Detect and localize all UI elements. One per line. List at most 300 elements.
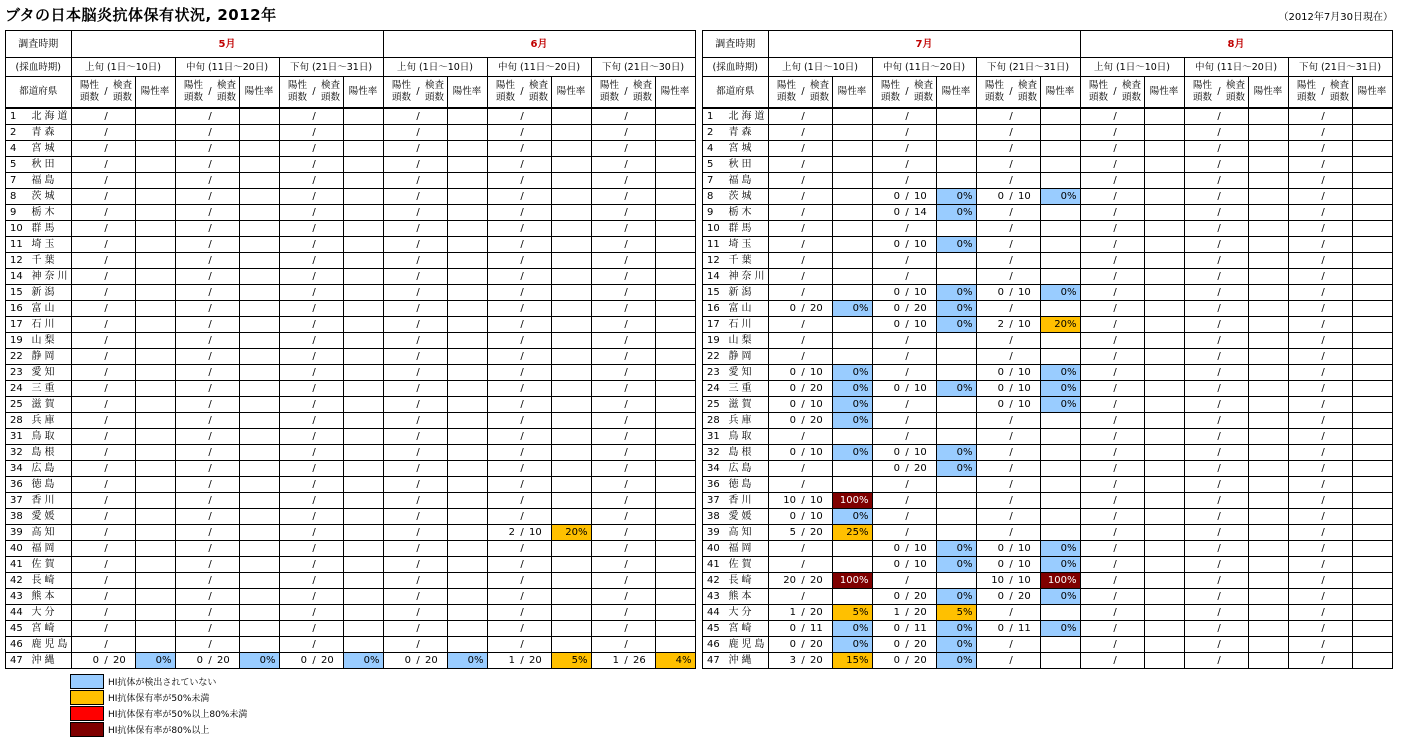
positive-heads-cell: [976, 445, 1006, 461]
tested-heads-header: 検査頭数: [808, 77, 832, 109]
slash-cell: /: [309, 221, 319, 237]
tested-heads-cell: [1224, 301, 1248, 317]
positive-heads-cell: [1184, 397, 1214, 413]
positive-rate-cell: [1144, 221, 1184, 237]
positive-rate-cell: 0%: [936, 381, 976, 397]
positive-heads-cell: [279, 605, 309, 621]
tested-heads-cell: [319, 333, 343, 349]
positive-heads-cell: [71, 173, 101, 189]
period-header: 上旬 (1日〜10日): [1080, 58, 1184, 77]
tested-heads-cell: [1016, 653, 1040, 669]
prefecture-number: 40: [703, 541, 723, 557]
prefecture-number: 47: [6, 653, 26, 669]
positive-rate-cell: [655, 445, 695, 461]
prefecture-number: 34: [703, 461, 723, 477]
slash-cell: /: [621, 157, 631, 173]
table-row: [6, 621, 696, 637]
tested-heads-cell: 20: [319, 653, 343, 669]
positive-heads-cell: [768, 557, 798, 573]
positive-rate-cell: [1352, 269, 1392, 285]
prefecture-name: 三重: [26, 381, 72, 397]
positive-heads-cell: [175, 621, 205, 637]
positive-rate-cell: 0%: [936, 557, 976, 573]
positive-rate-cell: [832, 173, 872, 189]
slash-cell: /: [1214, 317, 1224, 333]
prefecture-name: 愛知: [723, 365, 769, 381]
positive-heads-cell: 0: [976, 589, 1006, 605]
positive-heads-cell: [872, 349, 902, 365]
positive-heads-cell: [383, 621, 413, 637]
tested-heads-cell: [527, 461, 551, 477]
tested-heads-cell: [631, 157, 655, 173]
slash-cell: /: [902, 237, 912, 253]
positive-heads-cell: [768, 141, 798, 157]
slash-cell: /: [1214, 205, 1224, 221]
positive-heads-cell: [1080, 509, 1110, 525]
prefecture-name: 広島: [723, 461, 769, 477]
positive-heads-cell: [1288, 269, 1318, 285]
positive-rate-cell: [343, 381, 383, 397]
positive-heads-cell: [71, 413, 101, 429]
tested-heads-cell: [423, 461, 447, 477]
slash-cell: /: [413, 349, 423, 365]
period-header: 下旬 (21日〜31日): [1288, 58, 1392, 77]
positive-rate-cell: [239, 477, 279, 493]
positive-heads-cell: [1184, 173, 1214, 189]
slash-cell: /: [205, 573, 215, 589]
tested-heads-cell: [215, 541, 239, 557]
positive-heads-cell: 0: [976, 557, 1006, 573]
slash-cell: /: [902, 493, 912, 509]
positive-rate-cell: [343, 349, 383, 365]
positive-rate-cell: [239, 285, 279, 301]
slash-cell: /: [1110, 557, 1120, 573]
positive-heads-cell: [976, 253, 1006, 269]
slash-cell: /: [309, 237, 319, 253]
legend-item: [70, 673, 247, 689]
slash-cell: /: [1318, 637, 1328, 653]
slash-cell: /: [309, 173, 319, 189]
slash-cell: /: [1318, 477, 1328, 493]
positive-heads-cell: [1288, 285, 1318, 301]
tested-heads-cell: [1224, 573, 1248, 589]
slash-cell: /: [413, 221, 423, 237]
positive-rate-cell: 0%: [832, 381, 872, 397]
positive-rate-cell: [1144, 605, 1184, 621]
tested-heads-cell: [215, 461, 239, 477]
positive-rate-cell: [1352, 189, 1392, 205]
positive-heads-cell: 5: [768, 525, 798, 541]
tested-heads-cell: [319, 285, 343, 301]
slash-cell: /: [1318, 269, 1328, 285]
legend-label: HI抗体が検出されていない: [108, 677, 217, 688]
table-row: [703, 237, 1393, 253]
slash-cell: /: [621, 653, 631, 669]
slash-cell: /: [205, 557, 215, 573]
slash-cell: /: [413, 205, 423, 221]
prefecture-name: 佐賀: [26, 557, 72, 573]
tested-heads-cell: [111, 237, 135, 253]
positive-heads-cell: [1288, 333, 1318, 349]
positive-rate-cell: [1352, 525, 1392, 541]
slash-cell: /: [205, 349, 215, 365]
tested-heads-cell: [1016, 221, 1040, 237]
period-header: 下旬 (21日〜31日): [279, 58, 383, 77]
positive-rate-cell: 0%: [1040, 621, 1080, 637]
tested-heads-cell: [1016, 237, 1040, 253]
tested-heads-cell: [319, 365, 343, 381]
positive-rate-cell: 0%: [1040, 189, 1080, 205]
positive-heads-cell: [976, 349, 1006, 365]
tested-heads-cell: [1224, 397, 1248, 413]
tested-heads-cell: 20: [423, 653, 447, 669]
prefecture-name: 富山: [723, 301, 769, 317]
slash-cell: /: [902, 509, 912, 525]
tested-heads-cell: 10: [1016, 573, 1040, 589]
tested-heads-cell: [1120, 589, 1144, 605]
prefecture-name: 福島: [26, 173, 72, 189]
slash-cell: /: [413, 189, 423, 205]
positive-rate-cell: [239, 157, 279, 173]
positive-rate-cell: [343, 173, 383, 189]
positive-rate-cell: [447, 157, 487, 173]
positive-rate-cell: 0%: [832, 413, 872, 429]
month-header: 7月: [768, 31, 1080, 58]
positive-rate-cell: [239, 205, 279, 221]
tested-heads-cell: [912, 157, 936, 173]
positive-rate-header: 陽性率: [239, 77, 279, 109]
positive-heads-cell: [591, 173, 621, 189]
positive-rate-cell: 0%: [936, 205, 976, 221]
table-row: [703, 525, 1393, 541]
slash-cell: /: [1318, 157, 1328, 173]
positive-heads-cell: [487, 108, 517, 125]
slash-cell: /: [798, 557, 808, 573]
table-row: [6, 493, 696, 509]
tested-heads-cell: [1120, 413, 1144, 429]
positive-rate-cell: [1352, 589, 1392, 605]
slash-cell: /: [1110, 253, 1120, 269]
tested-heads-cell: [1120, 509, 1144, 525]
positive-rate-cell: [551, 429, 591, 445]
slash-cell: /: [101, 301, 111, 317]
positive-rate-cell: [239, 397, 279, 413]
positive-heads-cell: [591, 397, 621, 413]
slash-cell: /: [1110, 445, 1120, 461]
positive-heads-cell: [1288, 189, 1318, 205]
positive-rate-cell: [135, 317, 175, 333]
slash-cell: /: [205, 461, 215, 477]
positive-heads-cell: [591, 301, 621, 317]
tested-heads-cell: [527, 173, 551, 189]
positive-heads-cell: [872, 108, 902, 125]
prefecture-number: 36: [6, 477, 26, 493]
slash-cell: /: [798, 493, 808, 509]
positive-heads-cell: [383, 365, 413, 381]
positive-heads-cell: [487, 221, 517, 237]
positive-rate-cell: [1144, 285, 1184, 301]
prefecture-number: 1: [6, 108, 26, 125]
tested-heads-cell: [527, 333, 551, 349]
tested-heads-cell: [527, 189, 551, 205]
slash-cell: /: [413, 285, 423, 301]
slash-cell: /: [517, 445, 527, 461]
positive-heads-cell: [976, 173, 1006, 189]
slash-cell: /: [101, 141, 111, 157]
positive-heads-cell: [1184, 413, 1214, 429]
positive-rate-cell: [1248, 221, 1288, 237]
positive-heads-cell: [279, 557, 309, 573]
positive-heads-header: 陽性頭数: [1288, 77, 1318, 109]
tested-heads-cell: [1120, 525, 1144, 541]
positive-heads-cell: [383, 493, 413, 509]
tested-heads-cell: [319, 125, 343, 141]
table-row: [703, 317, 1393, 333]
prefecture-name: 栃木: [723, 205, 769, 221]
positive-rate-cell: [1248, 269, 1288, 285]
positive-heads-cell: [1184, 365, 1214, 381]
positive-heads-cell: 1: [591, 653, 621, 669]
positive-rate-cell: [655, 157, 695, 173]
prefecture-name: 兵庫: [26, 413, 72, 429]
positive-rate-cell: 5%: [551, 653, 591, 669]
tested-heads-header: 検査頭数: [319, 77, 343, 109]
table-row: [6, 269, 696, 285]
slash-cell: /: [1214, 445, 1224, 461]
positive-rate-cell: [239, 493, 279, 509]
legend-swatch: [70, 706, 104, 721]
tested-heads-cell: [423, 269, 447, 285]
positive-heads-cell: 0: [872, 237, 902, 253]
positive-heads-cell: [279, 205, 309, 221]
positive-rate-cell: [1040, 413, 1080, 429]
slash-cell: /: [902, 429, 912, 445]
tested-heads-cell: [111, 157, 135, 173]
positive-heads-cell: [175, 285, 205, 301]
positive-rate-cell: [343, 269, 383, 285]
prefecture-number: 28: [6, 413, 26, 429]
positive-heads-cell: 0: [872, 653, 902, 669]
slash-cell: /: [309, 397, 319, 413]
slash-cell: /: [1006, 125, 1016, 141]
slash-cell: /: [1006, 381, 1016, 397]
positive-heads-cell: 0: [279, 653, 309, 669]
positive-heads-cell: [487, 269, 517, 285]
positive-rate-cell: [1352, 108, 1392, 125]
legend-swatch: [70, 690, 104, 705]
prefecture-number: 23: [6, 365, 26, 381]
positive-rate-cell: [936, 108, 976, 125]
slash-cell: /: [309, 493, 319, 509]
positive-rate-cell: [239, 605, 279, 621]
positive-rate-cell: [1144, 317, 1184, 333]
slash-cell: /: [1214, 653, 1224, 669]
table-row: [703, 125, 1393, 141]
slash-cell: /: [205, 429, 215, 445]
positive-heads-cell: [279, 221, 309, 237]
positive-rate-cell: [135, 173, 175, 189]
tested-heads-cell: [215, 173, 239, 189]
tested-heads-cell: [111, 445, 135, 461]
slash-cell: /: [205, 397, 215, 413]
slash-cell: /: [798, 173, 808, 189]
tested-heads-cell: [111, 365, 135, 381]
positive-heads-cell: [175, 541, 205, 557]
positive-heads-cell: [71, 237, 101, 253]
positive-rate-cell: 0%: [936, 461, 976, 477]
slash-cell: /: [902, 317, 912, 333]
prefecture-number: 31: [703, 429, 723, 445]
tested-heads-cell: [1120, 141, 1144, 157]
positive-rate-cell: [1352, 349, 1392, 365]
slash-cell: /: [413, 381, 423, 397]
table-row: [6, 637, 696, 653]
prefecture-name: 高知: [723, 525, 769, 541]
slash-cell: /: [798, 397, 808, 413]
positive-heads-cell: [1184, 333, 1214, 349]
slash-cell: /: [309, 253, 319, 269]
slash-cell: /: [101, 637, 111, 653]
slash-cell: /: [621, 637, 631, 653]
tested-heads-cell: 20: [527, 653, 551, 669]
positive-rate-cell: [1040, 301, 1080, 317]
positive-rate-cell: [1352, 253, 1392, 269]
tested-heads-cell: [111, 189, 135, 205]
tested-heads-cell: [631, 108, 655, 125]
tested-heads-cell: [808, 221, 832, 237]
slash-cell: /: [101, 653, 111, 669]
slash-cell: /: [1214, 557, 1224, 573]
slash-cell: /: [798, 605, 808, 621]
tested-heads-cell: 10: [1016, 397, 1040, 413]
slash-cell: /: [309, 285, 319, 301]
prefecture-name: 広島: [26, 461, 72, 477]
tested-heads-cell: 20: [1016, 589, 1040, 605]
positive-heads-cell: [71, 253, 101, 269]
prefecture-name: 埼玉: [26, 237, 72, 253]
positive-heads-cell: [1184, 285, 1214, 301]
tested-heads-cell: 20: [808, 637, 832, 653]
slash-cell: /: [902, 333, 912, 349]
prefecture-number: 47: [703, 653, 723, 669]
prefecture-number: 15: [703, 285, 723, 301]
positive-heads-cell: [487, 413, 517, 429]
positive-rate-cell: [551, 461, 591, 477]
positive-heads-cell: [1288, 301, 1318, 317]
positive-heads-cell: [1080, 141, 1110, 157]
slash-cell: /: [101, 333, 111, 349]
sampling-period-header: (採血時期): [703, 58, 769, 77]
slash-cell: /: [309, 525, 319, 541]
positive-rate-cell: [447, 509, 487, 525]
table-row: [703, 365, 1393, 381]
slash-cell: /: [621, 269, 631, 285]
positive-rate-cell: [1040, 269, 1080, 285]
positive-heads-header: 陽性頭数: [976, 77, 1006, 109]
tested-heads-cell: [1016, 525, 1040, 541]
slash-cell: /: [621, 301, 631, 317]
positive-rate-cell: [135, 269, 175, 285]
slash-cell: /: [902, 381, 912, 397]
prefecture-number: 9: [6, 205, 26, 221]
positive-heads-cell: [1080, 525, 1110, 541]
positive-rate-cell: 0%: [832, 301, 872, 317]
tested-heads-cell: [1224, 237, 1248, 253]
tested-heads-cell: [631, 605, 655, 621]
positive-rate-cell: [1248, 157, 1288, 173]
positive-heads-cell: [487, 173, 517, 189]
table-row: [6, 237, 696, 253]
positive-heads-cell: [383, 205, 413, 221]
tested-heads-cell: [527, 493, 551, 509]
prefecture-name: 宮崎: [723, 621, 769, 637]
positive-heads-cell: [383, 637, 413, 653]
slash-cell: /: [798, 125, 808, 141]
tested-heads-cell: [423, 365, 447, 381]
tested-heads-cell: [1120, 333, 1144, 349]
positive-heads-cell: [487, 621, 517, 637]
slash-cell: /: [1318, 429, 1328, 445]
tested-heads-cell: [1016, 477, 1040, 493]
tested-heads-cell: [631, 253, 655, 269]
tested-heads-cell: [423, 573, 447, 589]
tested-heads-cell: [912, 333, 936, 349]
slash-cell: /: [205, 269, 215, 285]
positive-heads-cell: [1288, 461, 1318, 477]
positive-rate-cell: [551, 301, 591, 317]
slash-cell: /: [101, 493, 111, 509]
positive-heads-cell: [1288, 141, 1318, 157]
tested-heads-cell: [631, 141, 655, 157]
slash-cell: /: [621, 589, 631, 605]
positive-rate-cell: [655, 589, 695, 605]
positive-heads-cell: [976, 653, 1006, 669]
positive-heads-cell: [1184, 445, 1214, 461]
tested-heads-cell: [1120, 557, 1144, 573]
positive-rate-cell: [551, 637, 591, 653]
positive-rate-cell: [1352, 333, 1392, 349]
prefecture-number: 32: [6, 445, 26, 461]
positive-rate-cell: [551, 621, 591, 637]
prefecture-number: 38: [703, 509, 723, 525]
tested-heads-cell: 10: [912, 317, 936, 333]
positive-rate-cell: [1144, 461, 1184, 477]
positive-heads-cell: [1288, 493, 1318, 509]
positive-heads-cell: [1080, 189, 1110, 205]
slash-cell: /: [205, 541, 215, 557]
slash-cell: /: [309, 461, 319, 477]
positive-rate-cell: [239, 141, 279, 157]
positive-heads-cell: 0: [872, 205, 902, 221]
tested-heads-cell: [1328, 285, 1352, 301]
slash-cell: /: [413, 397, 423, 413]
positive-rate-cell: [447, 189, 487, 205]
positive-heads-cell: [768, 333, 798, 349]
positive-heads-cell: [872, 141, 902, 157]
tested-heads-cell: [631, 493, 655, 509]
positive-rate-cell: 0%: [832, 509, 872, 525]
positive-rate-cell: [832, 269, 872, 285]
positive-rate-cell: [1040, 445, 1080, 461]
table-row: [703, 205, 1393, 221]
tested-heads-cell: [808, 108, 832, 125]
positive-heads-cell: [768, 108, 798, 125]
positive-rate-cell: 15%: [832, 653, 872, 669]
slash-cell: /: [517, 269, 527, 285]
slash-cell: /: [1110, 509, 1120, 525]
positive-rate-cell: [1144, 445, 1184, 461]
slash-cell: /: [413, 317, 423, 333]
